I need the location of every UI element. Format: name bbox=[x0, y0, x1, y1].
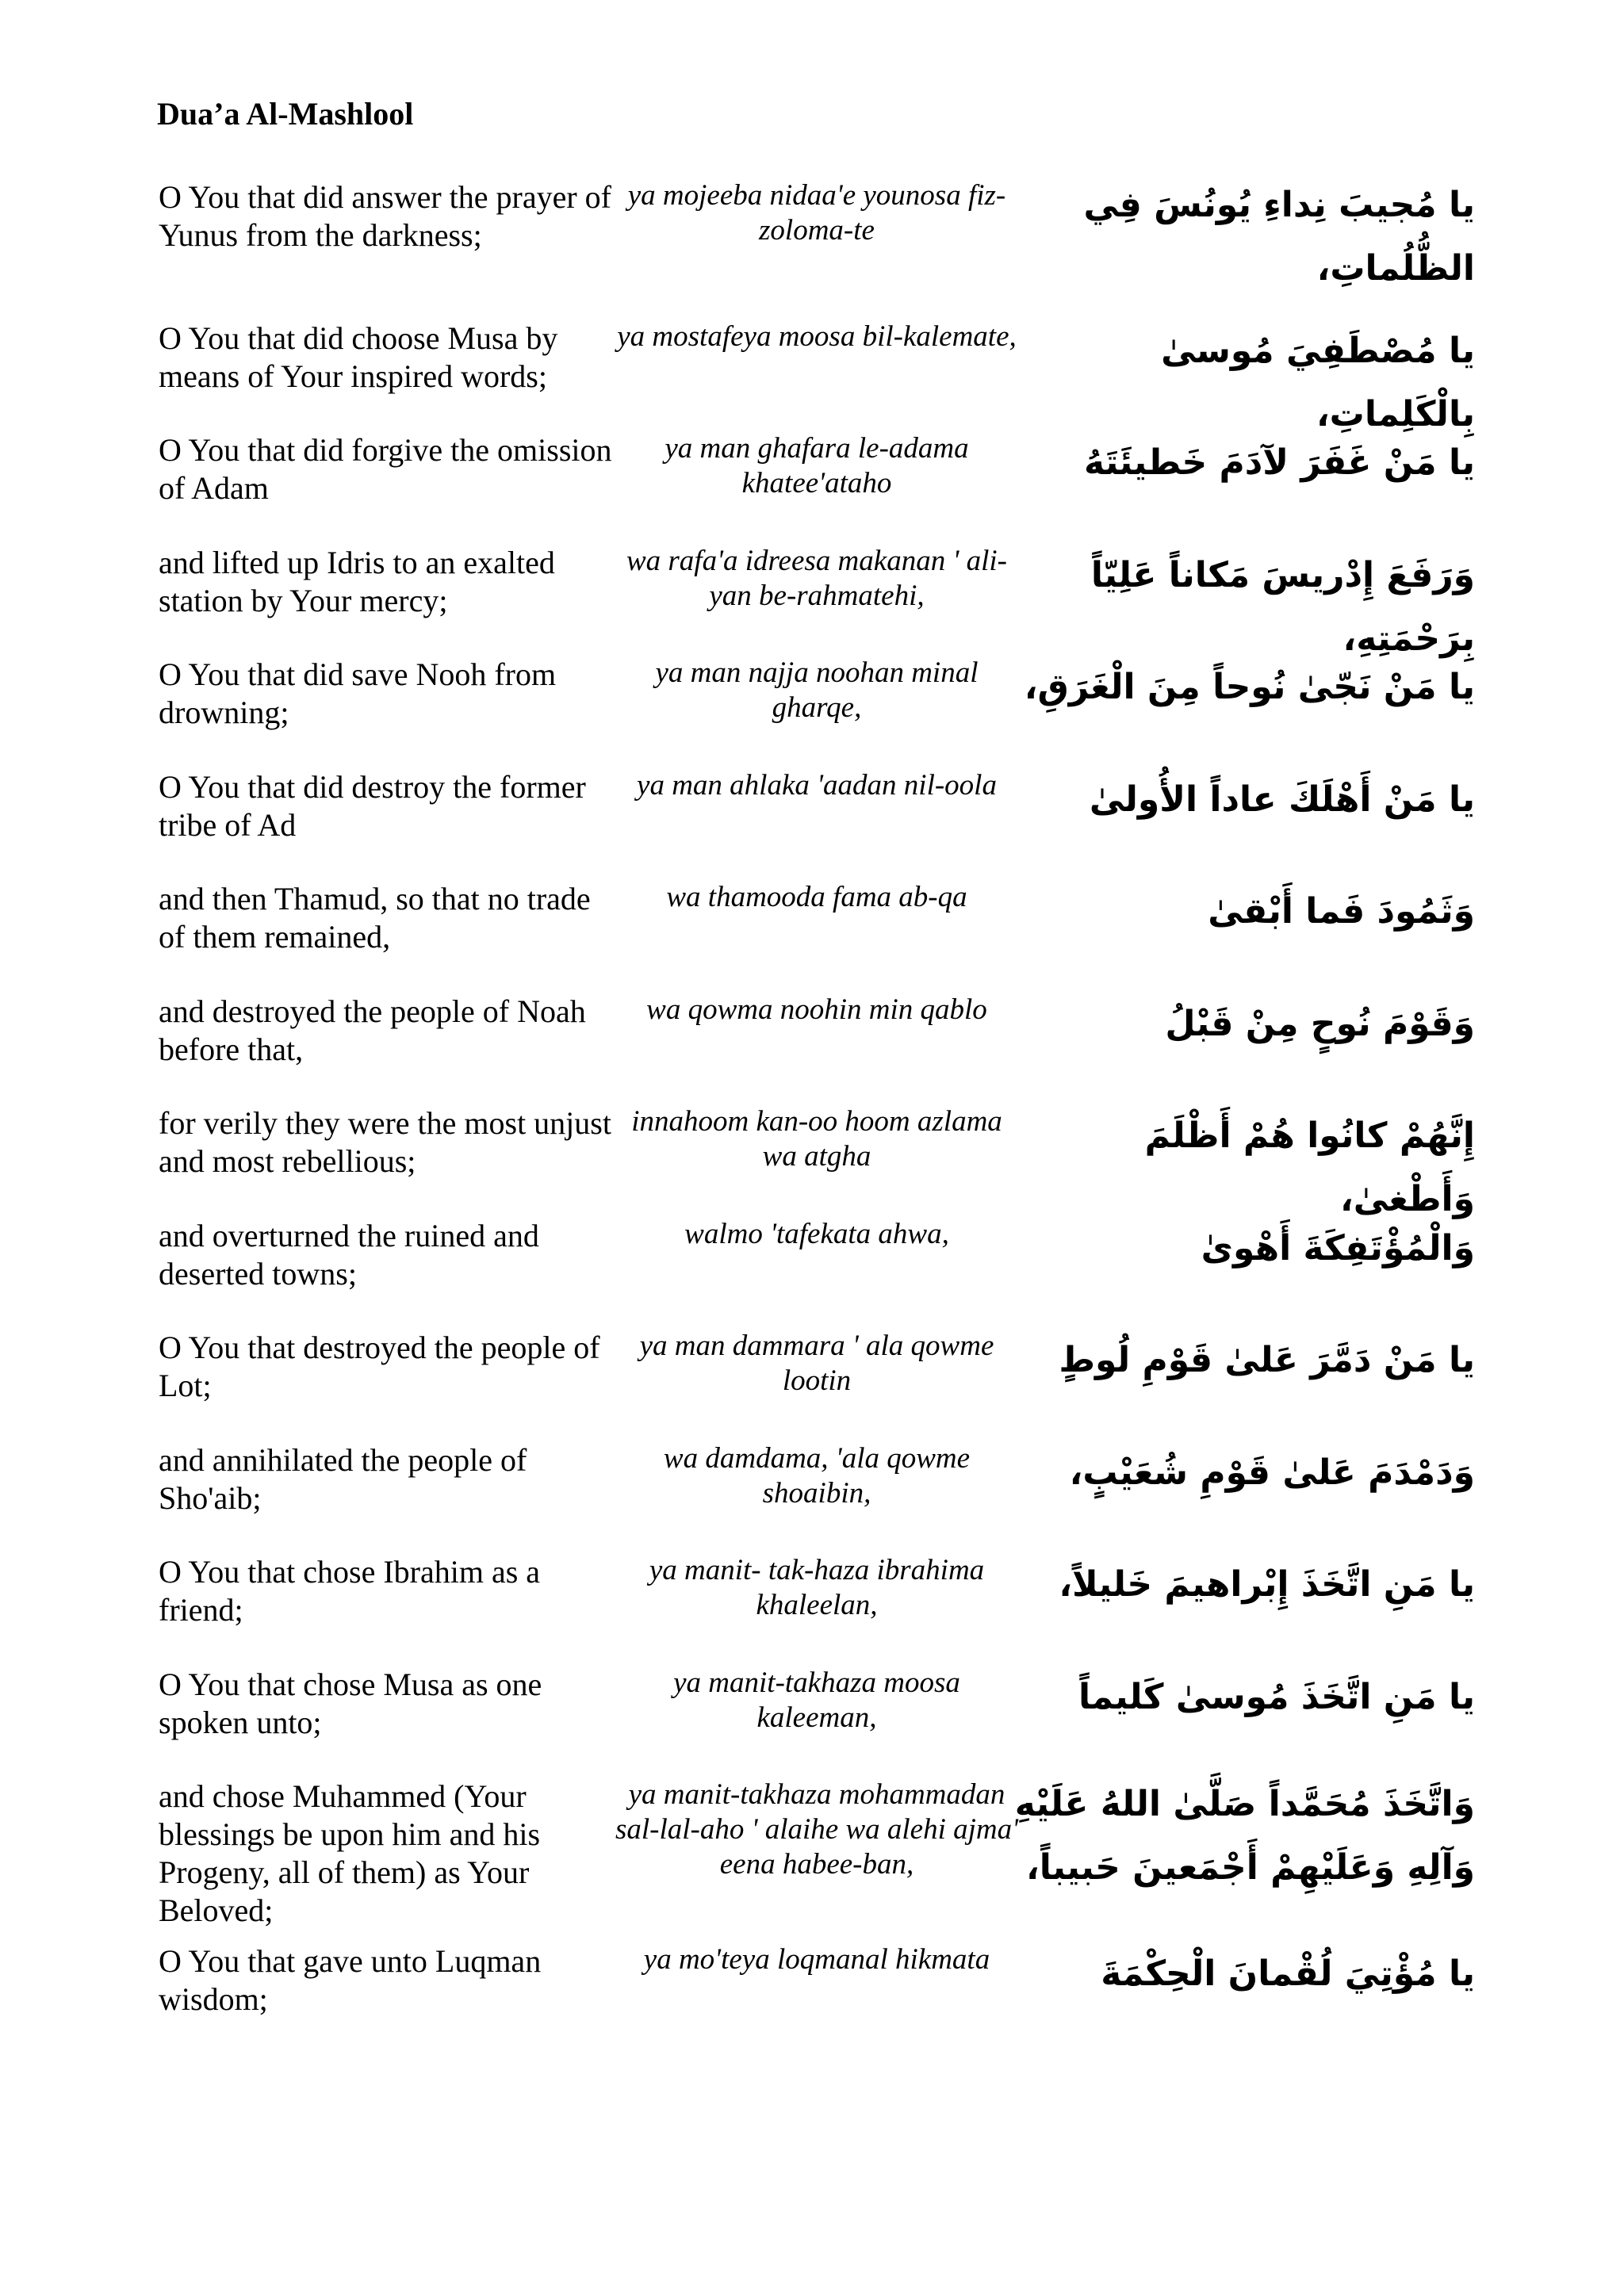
english-translation: O You that chose Musa as one spoken unto; bbox=[159, 1667, 542, 1740]
english-translation: O You that did forgive the omission of Adam bbox=[159, 432, 612, 506]
transliteration: ya man dammara ' ala qowme lootin bbox=[639, 1330, 994, 1397]
transliteration: wa thamooda fama ab-qa bbox=[666, 881, 967, 913]
english-translation: O You that gave unto Luqman wisdom; bbox=[159, 1943, 542, 2017]
arabic-text: يا مَنْ غَفَرَ لآدَمَ خَطيئَتَهُ bbox=[1084, 442, 1475, 483]
arabic-text: وَثَمُودَ فَما أَبْقىٰ bbox=[1208, 891, 1475, 932]
arabic-text: وَرَفَعَ إِدْريسَ مَكاناً عَلِيّاً بِرَحْمَتِهِ، bbox=[1090, 555, 1475, 659]
transliteration: ya man ahlaka 'aadan nil-oola bbox=[637, 769, 997, 802]
transliteration: wa rafa'a idreesa makanan ' ali-yan be-rahmatehi, bbox=[626, 545, 1007, 612]
english-translation: and lifted up Idris to an exalted station by Your mercy; bbox=[159, 545, 555, 618]
transliteration: ya mojeeba nidaa'e younosa fiz-zoloma-te bbox=[627, 179, 1006, 247]
arabic-text: يا مَنْ نَجّىٰ نُوحاً مِنَ الْغَرَقِ، bbox=[1024, 667, 1475, 707]
english-translation: O You that chose Ibrahim as a friend; bbox=[159, 1554, 541, 1628]
transliteration: innahoom kan-oo hoom azlama wa atgha bbox=[631, 1105, 1002, 1173]
arabic-text: يا مَنْ أَهْلَكَ عاداً الأُولىٰ bbox=[1089, 779, 1475, 820]
transliteration: wa qowma noohin min qablo bbox=[646, 993, 987, 1026]
arabic-text: وَقَوْمَ نُوحٍ مِنْ قَبْلُ bbox=[1165, 1004, 1475, 1044]
transliteration: wa damdama, 'ala qowme shoaibin, bbox=[663, 1442, 971, 1510]
transliteration: ya man najja noohan minal gharqe, bbox=[655, 656, 979, 724]
arabic-text: وَدَمْدَمَ عَلىٰ قَوْمِ شُعَيْبٍ، bbox=[1069, 1452, 1475, 1493]
arabic-text: وَاتَّخَذَ مُحَمَّداً صَلَّىٰ اللهُ عَلَيْهِ وَآلِهِ وَعَلَيْهِمْ أَجْمَعينَ حَبيباً، bbox=[1014, 1784, 1475, 1888]
arabic-text: يا مَنْ دَمَّرَ عَلىٰ قَوْمِ لُوطٍ bbox=[1059, 1340, 1475, 1380]
english-translation: and overturned the ruined and deserted towns; bbox=[159, 1218, 539, 1292]
english-translation: for verily they were the most unjust and most rebellious; bbox=[159, 1105, 611, 1179]
english-translation: O You that did choose Musa by means of Your inspired words; bbox=[159, 320, 558, 394]
english-translation: O You that did destroy the former tribe of Ad bbox=[159, 769, 586, 843]
transliteration: ya mostafeya moosa bil-kalemate, bbox=[617, 320, 1017, 353]
transliteration: ya manit-takhaza moosa kaleeman, bbox=[673, 1667, 960, 1734]
arabic-text: يا مَنِ اتَّخَذَ مُوسىٰ كَليماً bbox=[1078, 1677, 1475, 1717]
english-translation: and destroyed the people of Noah before that, bbox=[159, 993, 586, 1067]
arabic-text: يا مُصْطَفِيَ مُوسىٰ بِالْكَلِماتِ، bbox=[1161, 331, 1475, 434]
arabic-text: يا مُؤْتِيَ لُقْمانَ الْحِكْمَةَ bbox=[1101, 1954, 1475, 1994]
transliteration: walmo 'tafekata ahwa, bbox=[684, 1218, 949, 1250]
english-translation: O You that did save Nooh from drowning; bbox=[159, 656, 557, 730]
transliteration: ya manit- tak-haza ibrahima khaleelan, bbox=[649, 1554, 985, 1621]
document-title: Dua’a Al-Mashlool bbox=[157, 96, 414, 132]
english-translation: and chose Muhammed (Your blessings be upon him and his Progeny, all of them) as Your Beloved; bbox=[159, 1778, 541, 1928]
arabic-text: يا مُجيبَ نِداءِ يُونُسَ فِي الظُّلُماتِ، bbox=[1083, 185, 1475, 289]
english-translation: and annihilated the people of Sho'aib; bbox=[159, 1442, 527, 1516]
arabic-text: وَالْمُؤْتَفِكَةَ أَهْوىٰ bbox=[1201, 1228, 1475, 1269]
english-translation: and then Thamud, so that no trade of them remained, bbox=[159, 881, 591, 955]
english-translation: O You that destroyed the people of Lot; bbox=[159, 1330, 600, 1403]
transliteration: ya mo'teya loqmanal hikmata bbox=[643, 1943, 990, 1976]
transliteration: ya man ghafara le-adama khatee'ataho bbox=[665, 432, 969, 499]
transliteration: ya manit-takhaza mohammadan sal-lal-aho ' alaihe wa alehi ajma' eena habee-ban, bbox=[615, 1778, 1019, 1881]
arabic-text: إِنَّهُمْ كانُوا هُمْ أَظْلَمَ وَأَطْغىٰ، bbox=[1144, 1115, 1475, 1219]
arabic-text: يا مَنِ اتَّخَذَ إِبْراهيمَ خَليلاً، bbox=[1059, 1564, 1475, 1605]
english-translation: O You that did answer the prayer of Yunus from the darkness; bbox=[159, 179, 611, 253]
